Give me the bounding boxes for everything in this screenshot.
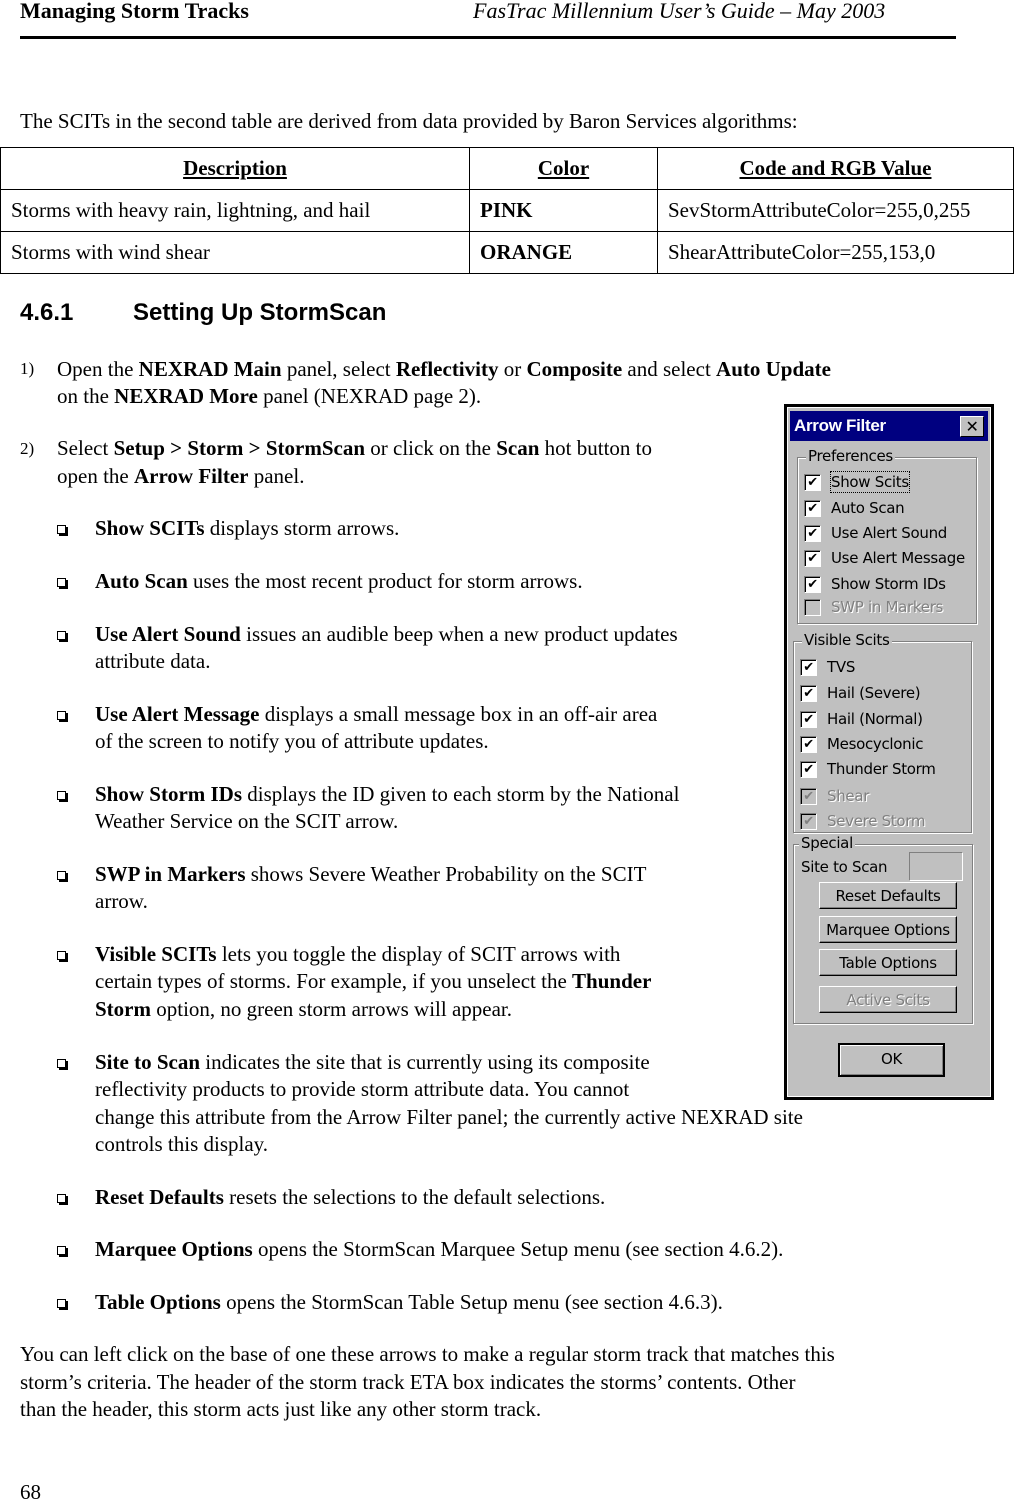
step-number: 1) [20, 359, 35, 378]
checkbox-auto-scan[interactable] [804, 499, 905, 517]
checkbox-hail-severe[interactable] [800, 684, 921, 702]
bullet-icon [57, 951, 66, 960]
bullet-line [95, 1077, 629, 1101]
table-cell: Storms with wind shear [1, 232, 470, 274]
text-run: or [498, 357, 527, 381]
bullet-icon [57, 1059, 66, 1068]
site-to-scan-field[interactable] [909, 852, 963, 881]
text-run: storm’s criteria. The header of the storm track ETA box indicates the storms’ contents. Other [20, 1370, 796, 1394]
checkbox-label: Thunder Storm [827, 760, 936, 778]
bold-term: Use Alert Message [95, 702, 260, 726]
bullet-line [95, 1105, 803, 1129]
bullet-line [95, 729, 489, 753]
closing-line [20, 1397, 541, 1421]
bullet-line [95, 649, 210, 673]
running-header-right: FasTrac Millennium User’s Guide – May 2003 [473, 0, 886, 23]
text-run: shows Severe Weather Probability on the SCIT [245, 862, 647, 886]
checkbox-label: SWP in Markers [831, 598, 944, 616]
active-scits-button[interactable]: Active Scits [819, 986, 957, 1013]
bullet-icon [57, 711, 66, 720]
checkbox-label: TVS [827, 658, 856, 676]
bold-term: Arrow Filter [133, 464, 249, 488]
text-run: opens the StormScan Marquee Setup menu (see section 4.6.2). [252, 1237, 784, 1261]
checkmark-icon[interactable]: ✔ [804, 525, 821, 542]
text-run: of the screen to notify you of attribute updates. [95, 729, 489, 753]
bold-term: Composite [526, 357, 623, 381]
text-run: on the [57, 384, 115, 408]
checkmark-icon[interactable]: ✔ [804, 576, 821, 593]
table-cell: ShearAttributeColor=255,153,0 [658, 232, 1014, 274]
group-label: Preferences [808, 447, 893, 465]
text-run: Select [57, 436, 114, 460]
bullet-icon [57, 1246, 66, 1255]
checkbox-label: Use Alert Message [831, 549, 965, 567]
text-run: resets the selections to the default selections. [223, 1185, 606, 1209]
text-run: reflectivity products to provide storm attribute data. You cannot [95, 1077, 630, 1101]
running-header-left: Managing Storm Tracks [20, 0, 249, 23]
checkbox-mesocyclonic[interactable] [800, 735, 924, 753]
column-header: Color [470, 148, 658, 190]
bold-term: Use Alert Sound [95, 622, 241, 646]
text-run: open the [57, 464, 134, 488]
checkbox-label: Hail (Severe) [827, 684, 921, 702]
bullet-line [95, 1185, 605, 1209]
checkmark-icon[interactable]: ✔ [800, 736, 817, 753]
text-run: or click on the [365, 436, 497, 460]
bullet-line [95, 969, 651, 993]
bullet-line [95, 889, 148, 913]
bold-term: Table Options [95, 1290, 221, 1314]
arrow-filter-dialog [784, 404, 994, 1100]
bold-term: Reset Defaults [95, 1185, 224, 1209]
checkmark-icon[interactable]: ✔ [804, 550, 821, 567]
text-run: Weather Service on the SCIT arrow. [95, 809, 399, 833]
bullet-line [95, 1237, 783, 1261]
text-run: displays a small message box in an off-air area [259, 702, 658, 726]
closing-line [20, 1342, 835, 1366]
bold-term: Reflectivity [395, 357, 499, 381]
bullet-icon [57, 791, 66, 800]
section-title: Setting Up StormScan [133, 299, 387, 326]
text-run: panel, select [281, 357, 396, 381]
step-line [57, 384, 481, 408]
bold-term: Show Storm IDs [95, 782, 243, 806]
text-run: panel (NEXRAD page 2). [257, 384, 482, 408]
checkmark-icon: ✔ [800, 813, 817, 830]
bullet-line [95, 809, 398, 833]
bullet-line [95, 997, 512, 1021]
bold-term: NEXRAD More [114, 384, 258, 408]
checkmark-icon[interactable]: ✔ [800, 685, 817, 702]
marquee-options-button[interactable]: Marquee Options [819, 916, 957, 943]
checkbox-show-scits[interactable] [804, 473, 909, 491]
dialog-titlebar [790, 411, 988, 441]
text-run: uses the most recent product for storm arrows. [187, 569, 583, 593]
column-header: Code and RGB Value [658, 148, 1014, 190]
bullet-icon [57, 578, 66, 587]
bullet-icon [57, 1194, 66, 1203]
checkbox-label: Auto Scan [831, 499, 905, 517]
checkbox-label: Use Alert Sound [831, 524, 947, 542]
bullet-line [95, 1050, 650, 1074]
checkbox-label: Mesocyclonic [827, 735, 924, 753]
checkbox-empty-icon [804, 599, 821, 616]
text-run: opens the StormScan Table Setup menu (see section 4.6.3). [220, 1290, 723, 1314]
checkbox-severe-storm [800, 812, 926, 830]
bold-term: Auto Scan [95, 569, 188, 593]
ok-button[interactable]: OK [838, 1043, 945, 1077]
checkmark-icon[interactable]: ✔ [800, 659, 817, 676]
text-run: lets you toggle the display of SCIT arrows with [216, 942, 621, 966]
header-rule [20, 36, 956, 39]
step-line [57, 436, 652, 460]
bold-term: NEXRAD Main [138, 357, 282, 381]
table-options-button[interactable]: Table Options [819, 949, 957, 976]
step-number: 2) [20, 439, 35, 458]
checkbox-swp-in-markers [804, 598, 944, 616]
bold-term: Setup > Storm > StormScan [113, 436, 365, 460]
text-run: arrow. [95, 889, 148, 913]
text-run: You can left click on the base of one these arrows to make a regular storm track that matches this [20, 1342, 835, 1366]
checkbox-label: Show Scits [831, 473, 909, 491]
text-run: indicates the site that is currently using its composite [200, 1050, 650, 1074]
bullet-line [95, 1132, 268, 1156]
text-run: issues an audible beep when a new product updates [240, 622, 678, 646]
visible-scits-group [793, 631, 972, 833]
bold-term: Thunder [572, 969, 652, 993]
table-cell: SevStormAttributeColor=255,0,255 [658, 190, 1014, 232]
text-run: change this attribute from the Arrow Filter panel; the currently active NEXRAD site [95, 1105, 803, 1129]
checkbox-use-alert-sound[interactable] [804, 524, 947, 542]
site-to-scan-label: Site to Scan [801, 858, 888, 876]
group-label: Visible Scits [804, 631, 890, 649]
group-label: Special [801, 834, 853, 852]
column-header: Description [1, 148, 470, 190]
bold-term: SWP in Markers [95, 862, 246, 886]
page-number: 68 [20, 1480, 41, 1504]
table-row [1, 232, 1014, 274]
closing-line [20, 1370, 795, 1394]
checkbox-show-storm-ids[interactable] [804, 575, 946, 593]
intro-paragraph: The SCITs in the second table are derived from data provided by Baron Services algorithms: [20, 109, 798, 133]
text-run: option, no green storm arrows will appear. [151, 997, 512, 1021]
bold-term: Visible SCITs [95, 942, 217, 966]
bold-term: Storm [95, 997, 151, 1021]
text-run: certain types of storms. For example, if you unselect the [95, 969, 573, 993]
step-line [57, 464, 304, 488]
scit-color-table [0, 147, 1014, 274]
close-icon[interactable]: ✕ [960, 416, 984, 437]
checkmark-icon: ✔ [800, 788, 817, 805]
text-run: than the header, this storm acts just like any other storm track. [20, 1397, 542, 1421]
table-header-row [1, 148, 1014, 190]
checkbox-label: Hail (Normal) [827, 710, 923, 728]
checkbox-thunder-storm[interactable] [800, 760, 936, 778]
checkbox-hail-normal[interactable] [800, 710, 923, 728]
text-run: panel. [248, 464, 305, 488]
checkbox-shear [800, 787, 870, 805]
bullet-icon [57, 871, 66, 880]
text-run: and select [622, 357, 717, 381]
table-row [1, 190, 1014, 232]
bullet-line [95, 702, 657, 726]
preferences-group [797, 447, 977, 624]
checkbox-tvs[interactable] [800, 658, 856, 676]
bullet-line [95, 622, 678, 646]
bullet-line [95, 942, 620, 966]
checkbox-label: Shear [827, 787, 870, 805]
checkbox-label: Show Storm IDs [831, 575, 946, 593]
bullet-line [95, 862, 646, 886]
text-run: attribute data. [95, 649, 211, 673]
bullet-line [95, 569, 583, 593]
table-cell: ORANGE [470, 232, 658, 274]
text-run: Open the [57, 357, 139, 381]
text-run: displays the ID given to each storm by the National [242, 782, 680, 806]
table-cell: Storms with heavy rain, lightning, and hail [1, 190, 470, 232]
checkmark-icon[interactable]: ✔ [804, 474, 821, 491]
checkmark-icon[interactable]: ✔ [800, 711, 817, 728]
text-run: hot button to [539, 436, 652, 460]
bullet-line [95, 1290, 723, 1314]
section-number: 4.6.1 [20, 299, 74, 326]
dialog-title: Arrow Filter [794, 416, 886, 435]
step-line [57, 357, 831, 381]
bullet-icon [57, 1299, 66, 1308]
reset-defaults-button[interactable]: Reset Defaults [819, 882, 957, 909]
bold-term: Site to Scan [95, 1050, 200, 1074]
bullet-icon [57, 525, 66, 534]
checkbox-use-alert-message[interactable] [804, 549, 965, 567]
bold-term: Marquee Options [95, 1237, 253, 1261]
bullet-line [95, 782, 679, 806]
checkbox-label: Severe Storm [827, 812, 926, 830]
checkmark-icon[interactable]: ✔ [800, 761, 817, 778]
checkmark-icon[interactable]: ✔ [804, 500, 821, 517]
bold-term: Auto Update [716, 357, 831, 381]
text-run: displays storm arrows. [204, 516, 400, 540]
bullet-icon [57, 631, 66, 640]
bold-term: Scan [496, 436, 540, 460]
bold-term: Show SCITs [95, 516, 205, 540]
text-run: controls this display. [95, 1132, 269, 1156]
table-cell: PINK [470, 190, 658, 232]
bullet-line [95, 516, 399, 540]
